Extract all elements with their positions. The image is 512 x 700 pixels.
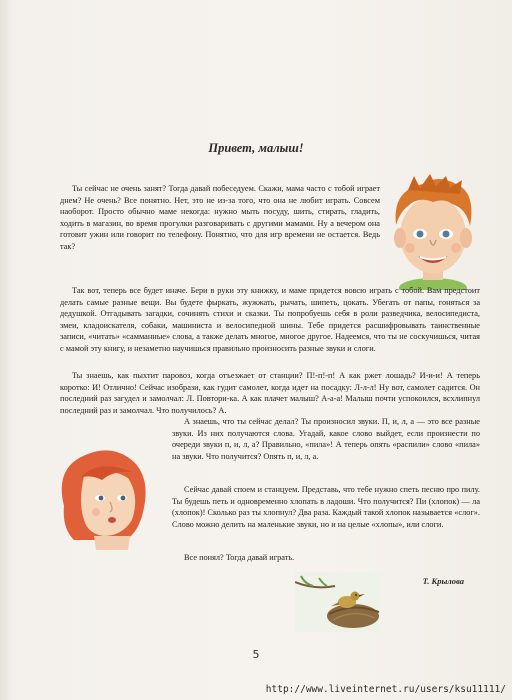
bird-illustration [295, 572, 381, 632]
sounds-paragraph: Ты знаешь, как пыхтит паровоз, когда отъезжает от станции? П!-п!-п! А как ржет лошадь? И-и-и! А теперь коротко: И! Отлично! Сейчас изобрази, как гудит самолет, когда идет на посадку: Л-л-л! Ну вот, самолет садится. Он последний раз загудел и замолчал: Л. Повтори-ка. А как плачет малыш? А-а-а! Малыш почти успокоился, всхлипнул последний раз и замолчал. Что получилось? А. [60, 371, 480, 415]
syllable-paragraph: А знаешь, что ты сейчас делал? Ты произносил звуки. П, и, л, а — это все разные звуки. Из них получаются слова. Угадай, какое слово выйдет, если произнести по очереди звуки п, и, л, а? Правильно, «пила»! А теперь опять «распили» слово «пила» на звуки. Что получится? Опять п, и, л, а. [172, 417, 480, 461]
boy-illustration [378, 170, 488, 290]
song-paragraph: Сейчас давай споем и станцуем. Представь, что тебе нужно спеть песню про пилу. Ты будешь петь и одновременно хлопать в ладоши. Что получится? Пи (хлопок) — ла (хлопок)! Сколько раз ты хлопнул? Два раза. Каждый такой хлопок называется «слог». Слово можно делить на маленькие звуки, но и на целые «хлопы», или слоги. [172, 485, 480, 529]
intro-paragraph: Ты сейчас не очень занят? Тогда давай побеседуем. Скажи, мама часто с тобой играет днем? Не очень? Все понятно. Нет, это не из-за того, что она не любит играть. Совсем наоборот. Просто обычно маме некогда: нужно мыть посуду, шить, стирать, гладить, ходить в магазин, во время прогулки разговаривать с другими мамами. Ну а вечером она готовит ужин или говорит по телефону. Понятно, что для игр времени не остается. Ведь так? [60, 184, 380, 251]
source-url: http://www.liveinternet.ru/users/ksu11111/ [265, 684, 506, 695]
author-name: Т. Крылова [422, 576, 464, 586]
page-title: Привет, малыш! [208, 141, 304, 155]
page-number: 5 [252, 648, 260, 661]
closing-paragraph: Все понял? Тогда давай играть. [184, 553, 295, 562]
body-paragraph: Так вот, теперь все будет иначе. Бери в руки эту книжку, и маме придется вовсю играть с тобой. Вам предстоит делать самые разные вещи. Вы будете фыркать, жужжать, рычать, шипеть, цокать. Убегать от папы, гоняться за дедушкой. Отгадывать загадки, сочинять стихи и сказки. Ты попробуешь себя в роли разведчика, велосипедиста, змеи, кладоискателя, собаки, машиниста и велосипедной шины. Тебе придется расшифровывать таинственные записи, «читать» «самманные» слова, а также делать многое, многое другое. Надеемся, что ты не соскучишься, читая с мамой эту книгу, и незаметно научишься правильно произносить разные звуки и слоги. [60, 286, 480, 353]
girl-illustration [44, 436, 164, 554]
